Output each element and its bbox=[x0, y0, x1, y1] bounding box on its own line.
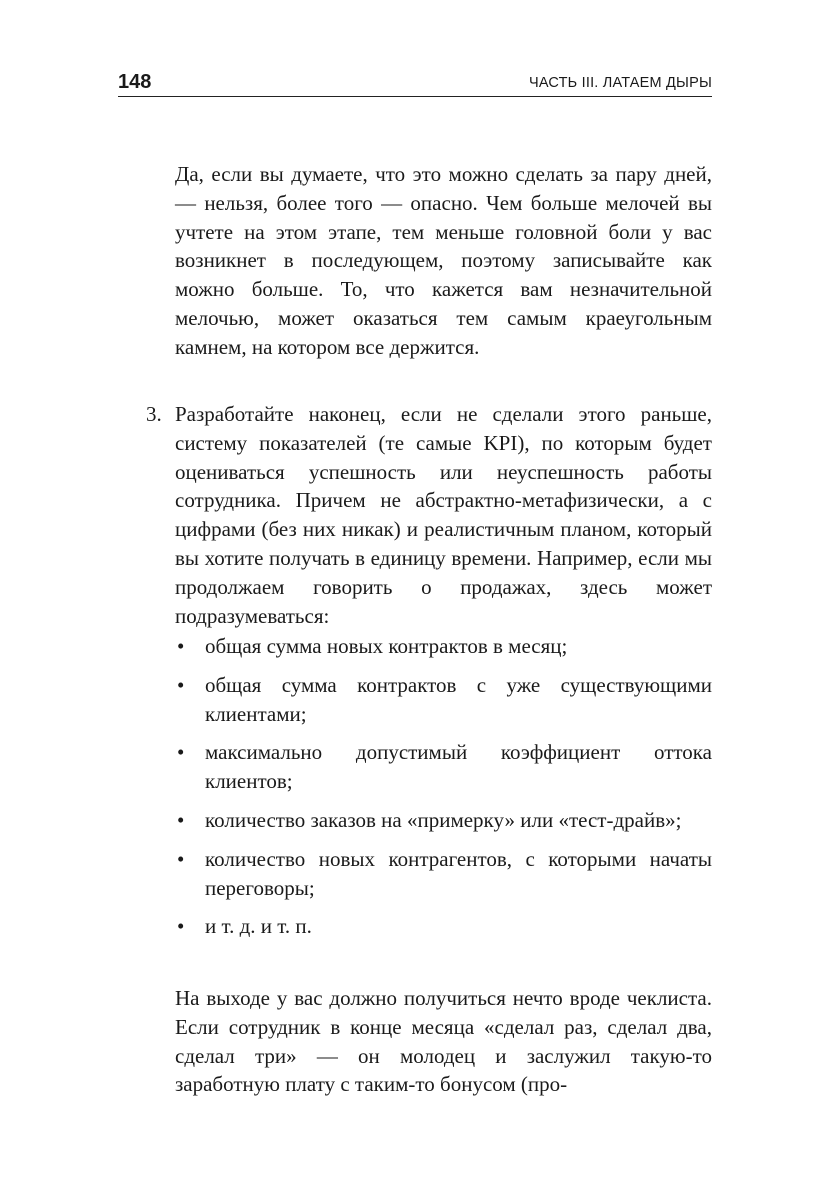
list-item bbox=[177, 738, 712, 796]
running-head: ЧАСТЬ III. ЛАТАЕМ ДЫРЫ bbox=[529, 75, 712, 91]
intro-paragraph: Да, если вы думаете, что это можно сделать за пару дней, — нельзя, более того — опасно. Чем больше мелочей вы учтете на этом этапе, тем меньше головной боли у вас возникнет в последующем, поэтому записывайте как можно больше. То, что кажется вам незначительной мелочью, может оказаться тем самым краеугольным камнем, на котором все держится. bbox=[175, 162, 712, 359]
list-item bbox=[177, 845, 712, 903]
list-item bbox=[177, 912, 712, 941]
numbered-item-3 bbox=[146, 400, 712, 630]
bullet-icon: • bbox=[177, 634, 185, 658]
list-item bbox=[177, 671, 712, 729]
closing-paragraph: На выходе у вас должно получиться нечто вроде чеклиста. Если сотрудник в конце месяца «сделал раз, сделал два, сделал три» — он молодец и заслужил такую-то заработную плату с таким-то бонусом (про- bbox=[175, 986, 712, 1097]
page-header bbox=[118, 70, 712, 97]
bullet-icon: • bbox=[177, 740, 185, 765]
list-item-text: количество заказов на «примерку» или «тест-драйв»; bbox=[205, 807, 682, 832]
list-item-text: и т. д. и т. п. bbox=[205, 914, 312, 939]
list-item bbox=[177, 632, 712, 661]
list-item-text: максимально допустимый коэффициент оттока клиентов; bbox=[205, 740, 712, 794]
bullet-icon: • bbox=[177, 807, 185, 832]
numbered-item-text: Разработайте наконец, если не сделали этого раньше, систему показателей (те самые KPI), по которым будет оцениваться успешность или неуспешность работы сотрудника. Причем не абстрактно-метафизически, а с цифрами (без них никак) и реалистичным планом, который вы хотите получать в единицу времени. Например, если мы продолжаем говорить о продажах, здесь может подразумеваться: bbox=[175, 402, 712, 628]
bullet-icon: • bbox=[177, 672, 185, 697]
kpi-bullet-list bbox=[177, 632, 712, 951]
list-item-text: общая сумма новых контрактов в месяц; bbox=[205, 634, 568, 658]
list-item-text: количество новых контрагентов, с которыми начаты переговоры; bbox=[205, 846, 712, 900]
list-item bbox=[177, 806, 712, 835]
list-item-text: общая сумма контрактов с уже существующими клиентами; bbox=[205, 672, 712, 726]
bullet-icon: • bbox=[177, 914, 185, 939]
list-number: 3. bbox=[146, 402, 162, 426]
page-number: 148 bbox=[118, 71, 152, 93]
bullet-icon: • bbox=[177, 846, 185, 871]
